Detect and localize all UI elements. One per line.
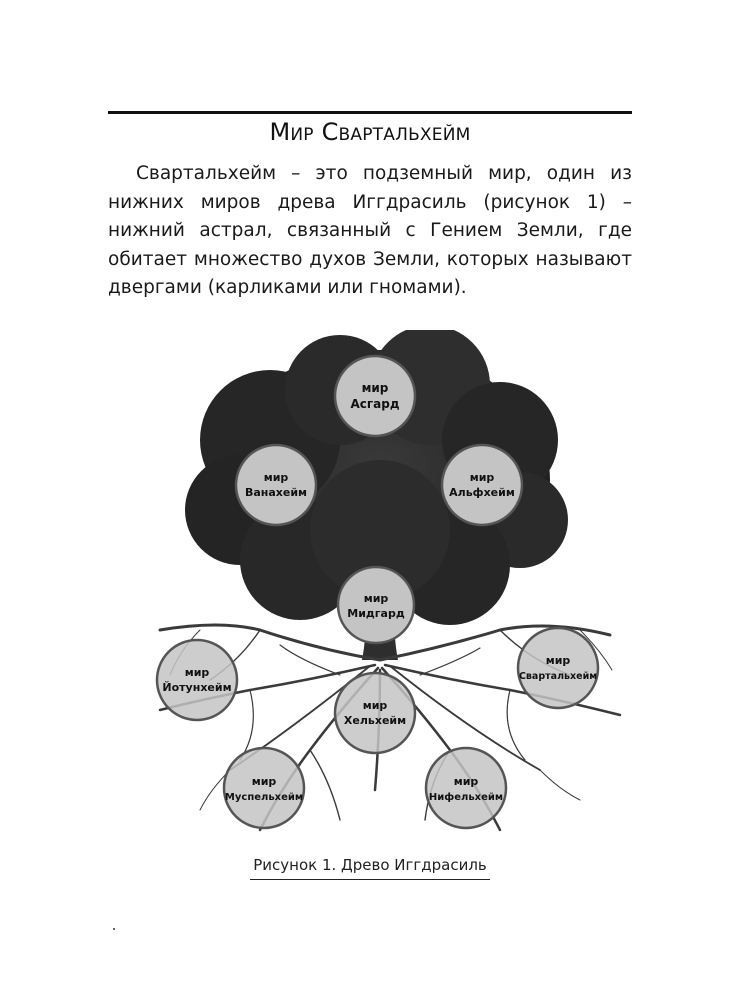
world-alfheim	[442, 445, 522, 525]
world-helheim-name: Хельхейм	[343, 714, 407, 727]
world-svartalfheim	[518, 628, 598, 708]
figure-caption: Рисунок 1. Древо Иггдрасиль	[253, 856, 487, 874]
world-alfheim-word: мир	[469, 471, 495, 484]
world-asgard-word: мир	[361, 381, 389, 395]
top-rule	[108, 111, 632, 114]
world-muspelheim-name: Муспельхейм	[224, 792, 304, 803]
world-muspelheim	[224, 748, 304, 828]
world-muspelheim-word: мир	[251, 775, 277, 788]
world-midgard	[338, 567, 414, 643]
world-jotunheim-word: мир	[184, 666, 210, 679]
world-vanaheim-name: Ванахейм	[244, 486, 308, 499]
page-mark	[113, 928, 115, 930]
section-title: Мир Свартальхейм	[269, 118, 471, 146]
world-alfheim-name: Альфхейм	[449, 486, 515, 499]
yggdrasil-figure	[140, 330, 640, 850]
world-vanaheim	[236, 445, 316, 525]
world-asgard	[335, 356, 415, 436]
world-niflheim-word: мир	[453, 775, 479, 788]
world-midgard-name: Мидгард	[347, 607, 405, 620]
world-svartalfheim-name: Свартальхейм	[518, 671, 598, 682]
world-jotunheim	[157, 640, 237, 720]
world-svartalfheim-word: мир	[545, 654, 571, 667]
tree-illustration	[140, 330, 640, 850]
world-midgard-word: мир	[363, 592, 389, 605]
world-niflheim	[426, 748, 506, 828]
world-helheim-word: мир	[362, 699, 388, 712]
world-asgard-name: Асгард	[350, 397, 400, 411]
world-vanaheim-word: мир	[263, 471, 289, 484]
world-jotunheim-name: Йотунхейм	[162, 681, 232, 694]
body-paragraph: Свартальхейм – это подземный мир, один из нижних миров древа Иггдрасиль (рисунок 1) – нижний астрал, связанный с Гением Земли, где обитает множество духов Земли, которых называют двергами (карликами или гномами).	[108, 163, 632, 298]
caption-rule	[250, 879, 490, 880]
world-helheim	[335, 673, 415, 753]
world-niflheim-name: Нифельхейм	[428, 792, 504, 803]
